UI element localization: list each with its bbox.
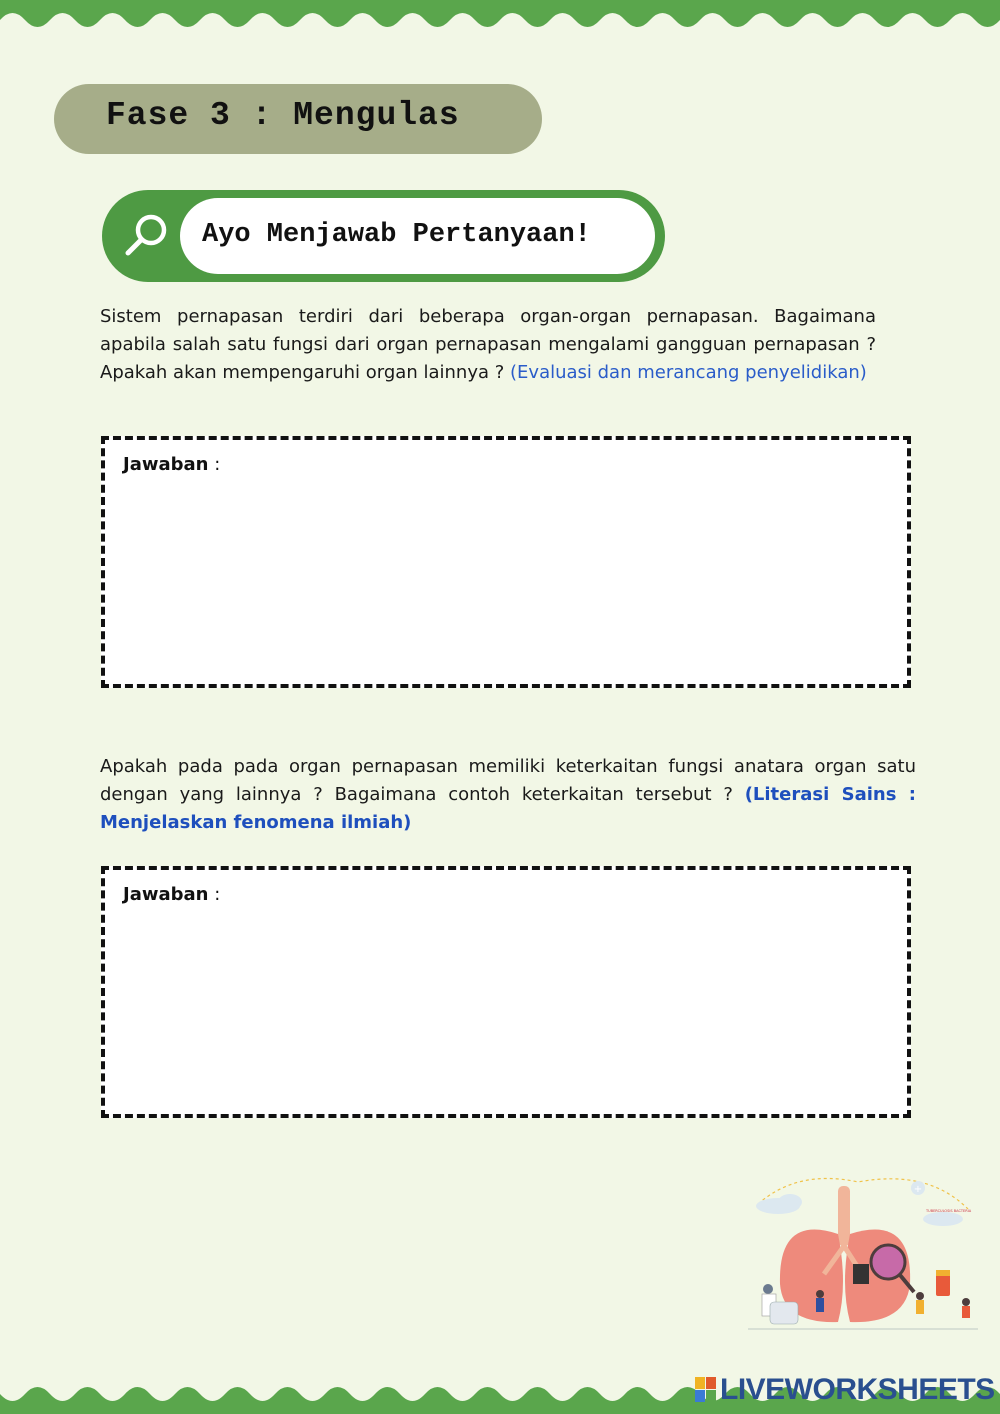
question-1-hint: (Evaluasi dan merancang penyelidikan) <box>510 362 867 383</box>
brand-name: LIVEWORKSHEETS <box>720 1373 995 1406</box>
answer-label-1-word: Jawaban <box>123 454 209 475</box>
section-banner <box>102 190 665 282</box>
question-1 <box>100 303 876 387</box>
phase-header <box>54 84 542 154</box>
answer-label-1-colon: : <box>208 454 221 475</box>
banner-label-area <box>180 198 655 274</box>
question-1-text: Sistem pernapasan terdiri dari beberapa organ-organ pernapasan. Bagaimana apabila salah satu fungsi dari organ pernapasan mengalami gangguan pernapasan ? Apakah akan mempengaruhi organ lainnya ? <box>100 306 876 383</box>
answer-box-1[interactable] <box>101 436 911 688</box>
answer-label-1 <box>123 454 220 475</box>
question-2 <box>100 753 916 837</box>
phase-title: Fase 3 : Mengulas <box>106 97 460 134</box>
lungs-illustration <box>738 1174 988 1344</box>
question-2-hint: (Literasi Sains : Menjelaskan fenomena ilmiah) <box>100 784 916 833</box>
top-wave-border <box>0 0 1000 34</box>
question-2-text: Apakah pada pada organ pernapasan memiliki keterkaitan fungsi anatara organ satu dengan yang lainnya ? Bagaimana contoh keterkaitan tersebut ? <box>100 756 916 805</box>
answer-label-2-word: Jawaban <box>123 884 209 905</box>
liveworksheets-logo-icon <box>694 1375 718 1405</box>
answer-box-2[interactable] <box>101 866 911 1118</box>
answer-label-2 <box>123 884 220 905</box>
answer-label-2-colon: : <box>208 884 221 905</box>
liveworksheets-watermark[interactable] <box>694 1372 995 1408</box>
illustration-caption: TUBERCULOSIS BACTERIA <box>926 1209 972 1213</box>
banner-title: Ayo Menjawab Pertanyaan! <box>202 220 591 250</box>
magnifier-icon <box>122 210 172 260</box>
svg-text:+: + <box>913 1184 923 1195</box>
